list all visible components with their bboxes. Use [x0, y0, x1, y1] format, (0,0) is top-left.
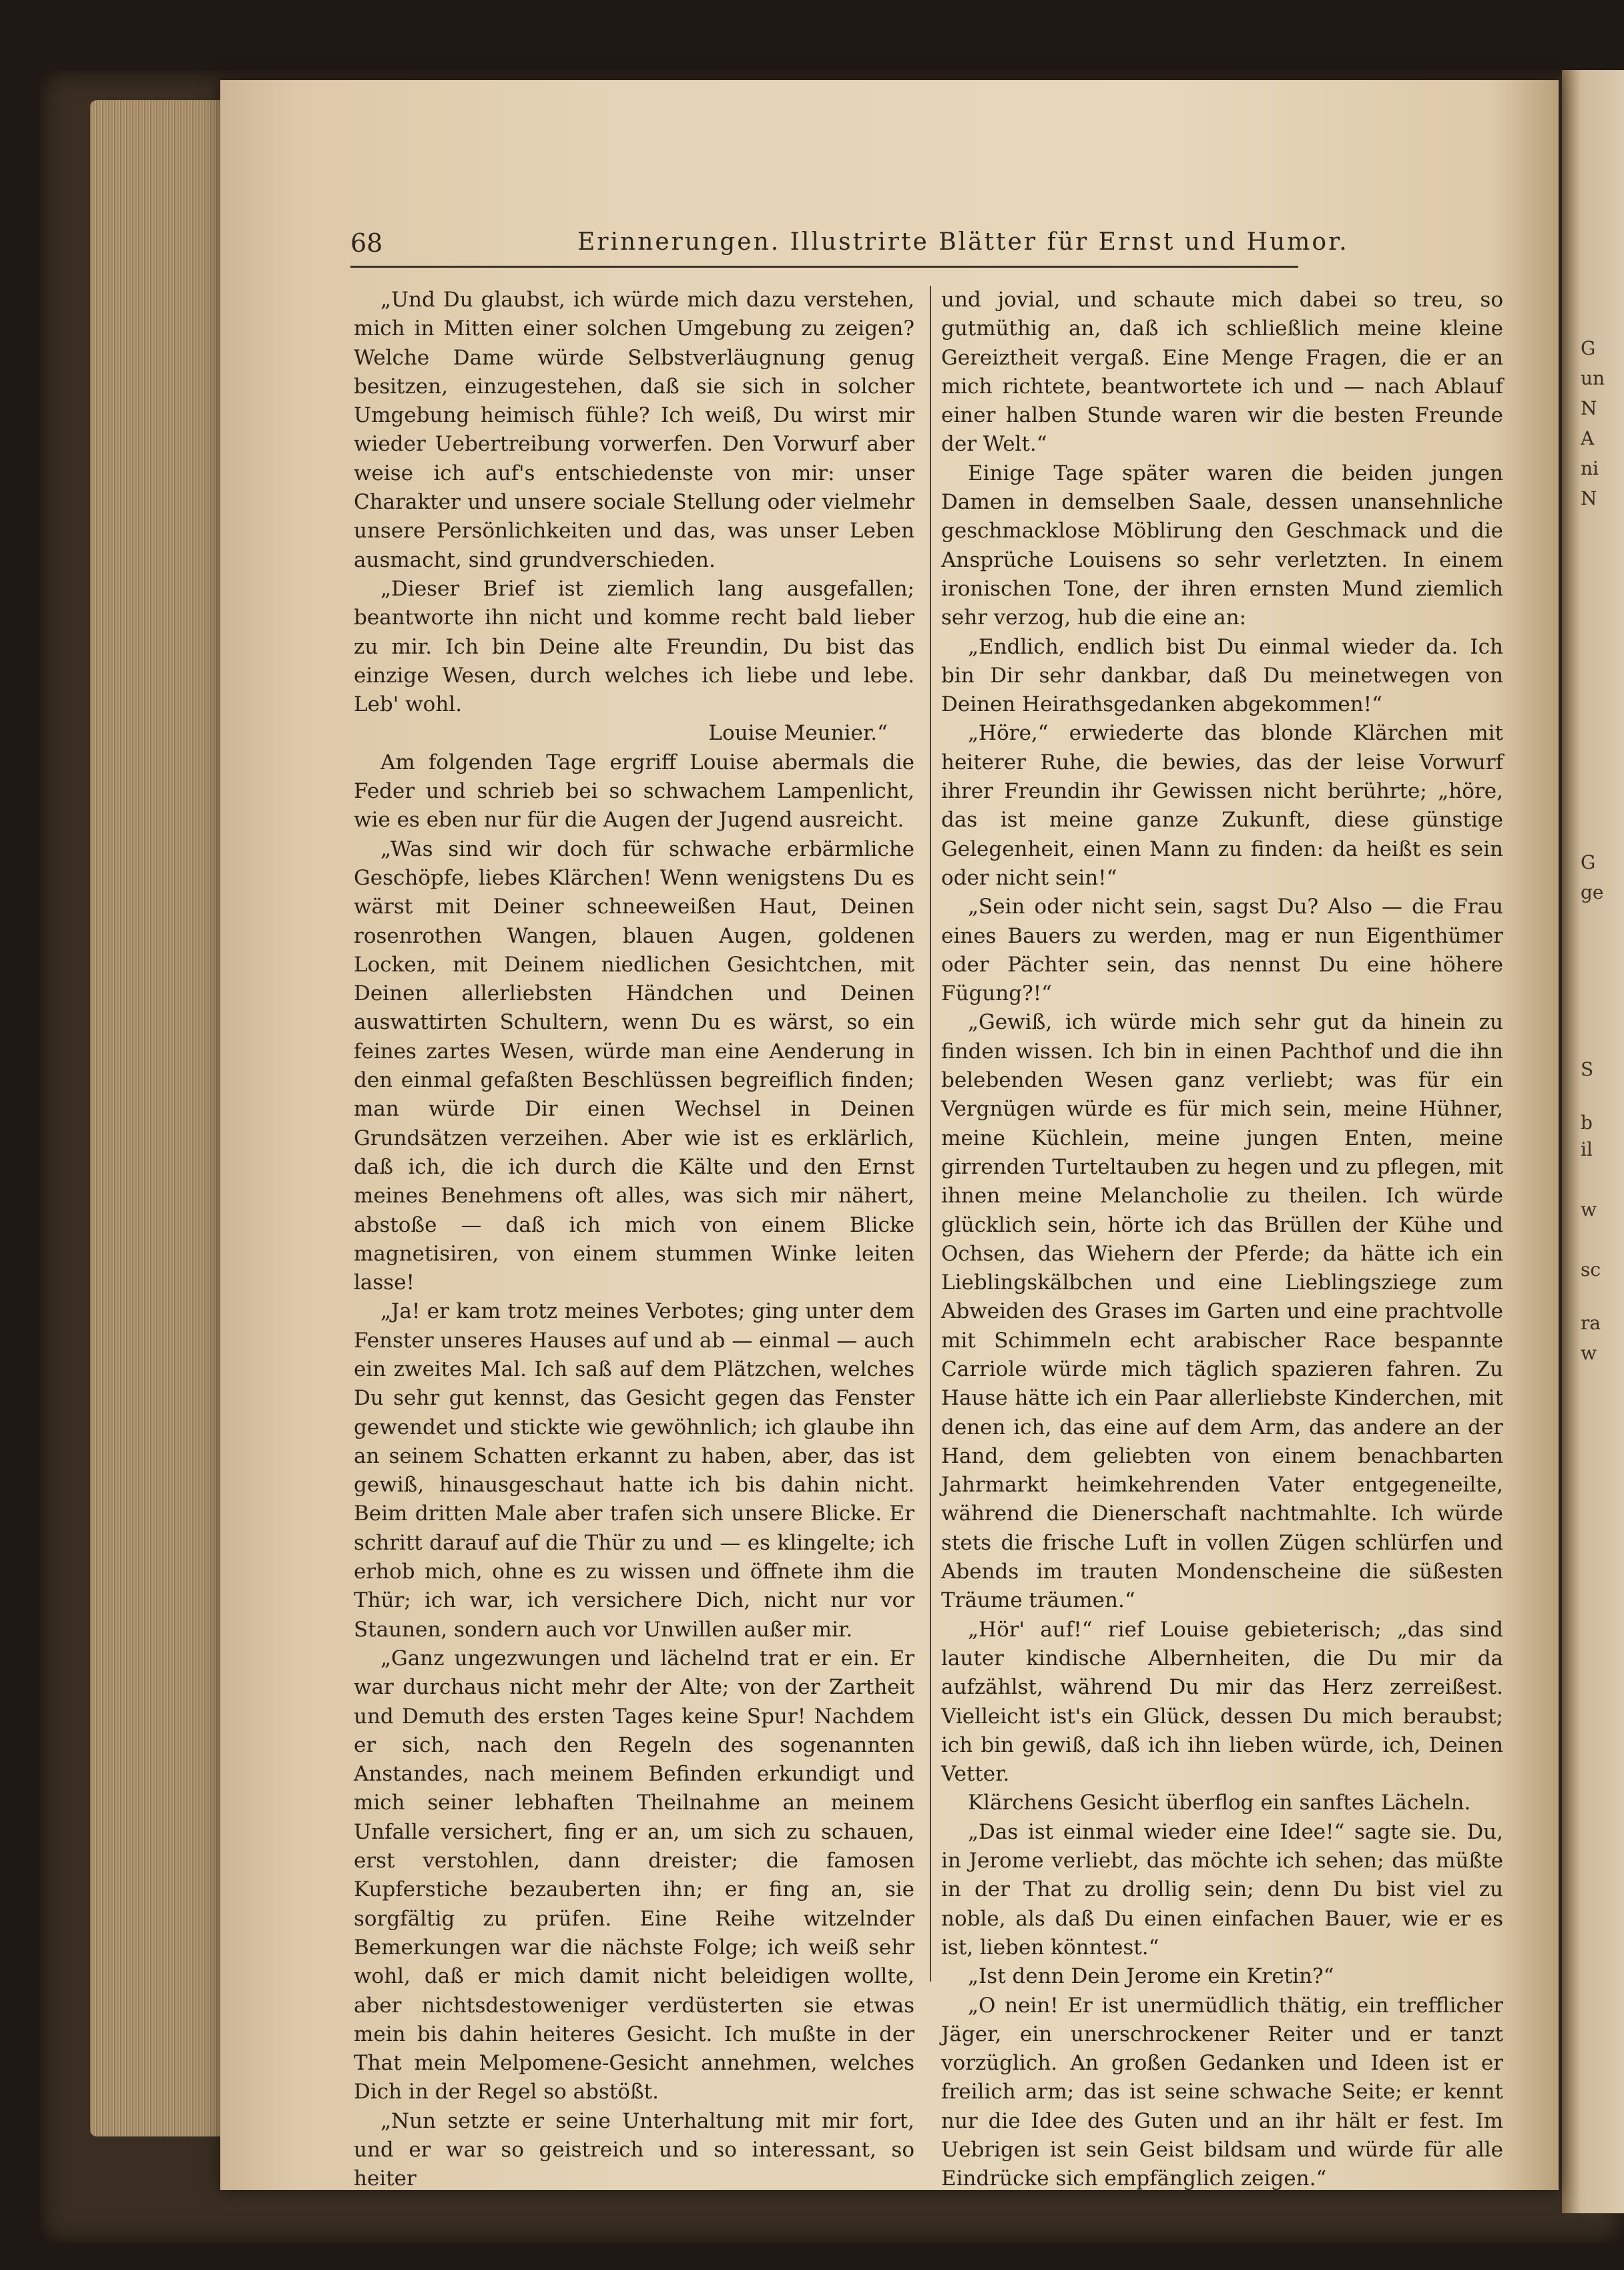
next-page-fragment: b: [1581, 1112, 1593, 1134]
paragraph: und jovial, und schaute mich dabei so treu, so gutmüthig an, daß ich schließlich meine kleine Gereiztheit vergaß. Eine Menge Fragen, die er an mich richtete, beantwortete ich und — nach Ablauf einer halben Stunde waren wir die besten Freunde der Welt.“: [941, 288, 1503, 457]
next-page-fragment: il: [1581, 1138, 1593, 1160]
paragraph: „Das ist einmal wieder eine Idee!“ sagte sie. Du, in Jerome verliebt, das möchte ich sehen; das müßte in der That zu drollig sein; denn Du bist viel zu noble, als daß Du einen einfachen Bauer, wie er es ist, lieben könntest.“: [941, 1819, 1503, 1960]
left-column: [354, 286, 914, 2194]
next-page-fragment: sc: [1581, 1259, 1601, 1281]
next-page-fragment: w: [1581, 1342, 1597, 1364]
paragraph: Einige Tage später waren die beiden jungen Damen in demselben Saale, dessen unansehnliche geschmacklose Möblirung den Geschmack und die Ansprüche Louisens so sehr verletzten. In einem ironischen Tone, der ihren ernsten Mund ziemlich sehr verzog, hub die eine an:: [941, 461, 1503, 630]
paragraph: „Sein oder nicht sein, sagst Du? Also — die Frau eines Bauers zu werden, mag er nun Eigenthümer oder Pächter sein, das nennst Du eine höhere Fügung?!“: [941, 895, 1503, 1006]
paragraph: Klärchens Gesicht überflog ein sanftes Lächeln.: [968, 1791, 1471, 1815]
next-page-fragment: ni: [1581, 457, 1599, 479]
next-page-fragment: N: [1581, 397, 1597, 419]
next-page-fragment: ge: [1581, 881, 1604, 903]
next-page-edge: [1562, 70, 1624, 2213]
paragraph: „Und Du glaubst, ich würde mich dazu verstehen, mich in Mitten einer solchen Umgebung zu zeigen? Welche Dame würde Selbstverläugnung genug besitzen, einzugestehen, daß sie sich in solcher Umgebung heimisch fühle? Ich weiß, Du wirst mir wieder Uebertreibung vorwerfen. Den Vorwurf aber weise ich auf's entschiedenste von mir: unser Charakter und unsere sociale Stellung oder vielmehr unsere Persönlichkeiten und das, was unser Leben ausmacht, sind grundverschieden.: [354, 288, 914, 572]
next-page-fragment: un: [1581, 367, 1605, 389]
next-page-fragment: w: [1581, 1198, 1597, 1220]
next-page-fragment: G: [1581, 851, 1596, 873]
paragraph: „Ist denn Dein Jerome ein Kretin?“: [968, 1964, 1334, 1989]
next-page-fragment: A: [1581, 427, 1595, 449]
next-page-fragment: ra: [1581, 1312, 1601, 1334]
paragraph: „Hör' auf!“ rief Louise gebieterisch; „das sind lauter kindische Albernheiten, die Du mir da aufzählst, während Du mir das Herz zerreißest. Vielleicht ist's ein Glück, dessen Du mich beraubst; ich bin gewiß, daß ich ihn lieben würde, ich, Deinen Vetter.: [941, 1617, 1503, 1787]
paragraph: Am folgenden Tage ergriff Louise abermals die Feder und schrieb bei so schwachem Lampenlicht, wie es eben nur für die Augen der Jugend ausreicht.: [354, 750, 914, 833]
column-divider: [930, 286, 931, 1982]
paragraph: „O nein! Er ist unermüdlich thätig, ein trefflicher Jäger, ein unerschrockener Reiter und er tanzt vorzüglich. An großen Gedanken und Ideen ist er freilich arm; das ist seine schwache Seite; er kennt nur die Idee des Guten und an ihr hält er fest. Im Uebrigen ist sein Geist bildsam und würde für alle Eindrücke sich empfänglich zeigen.“: [941, 1993, 1503, 2191]
next-page-fragment: G: [1581, 337, 1596, 359]
running-title: Erinnerungen. Illustrirte Blätter für Ernst und Humor.: [577, 228, 1349, 256]
right-column: [941, 286, 1503, 2194]
letter-signature: Louise Meunier.“: [708, 721, 888, 746]
paragraph: „Gewiß, ich würde mich sehr gut da hinein zu finden wissen. Ich bin in einen Pachthof und die ihn belebenden Wesen ganz verliebt; was für ein Vergnügen würde es für mich sein, meine Hühner, meine Küchlein, meine jungen Enten, meine girrenden Turteltauben zu hegen und zu pflegen, mit ihnen meine Melancholie zu theilen. Ich würde glücklich sein, hörte ich das Brüllen der Kühe und Ochsen, das Wiehern der Pferde; da hätte ich ein Lieblingskälbchen und eine Lieblingsziege zum Abweiden des Grases im Garten und eine prachtvolle mit Schimmeln echt arabischer Race bespannte Carriole würde mich täglich spazieren fahren. Zu Hause hätte ich ein Paar allerliebste Kinderchen, mit denen ich, das eine auf dem Arm, das andere an der Hand, dem geliebten von einem benachbarten Jahrmarkt heimkehrenden Vater entgegeneilte, während die Dienerschaft nachtmahlte. Ich würde stets die frische Luft in vollen Zügen schlürfen und Abends im trauten Mondenscheine die süßesten Träume träumen.“: [941, 1010, 1503, 1613]
paragraph: „Endlich, endlich bist Du einmal wieder da. Ich bin Dir sehr dankbar, daß Du meinetwegen von Deinen Heirathsgedanken abgekommen!“: [941, 634, 1503, 717]
paragraph: „Höre,“ erwiederte das blonde Klärchen mit heiterer Ruhe, die bewies, das der leise Vorwurf ihrer Freundin ihr Gewissen nicht berührte; „höre, das ist meine ganze Zukunft, diese günstige Gelegenheit, einen Mann zu finden: da heißt es sein oder nicht sein!“: [941, 721, 1503, 890]
paragraph: „Nun setzte er seine Unterhaltung mit mir fort, und er war so geistreich und so interessant, so heiter: [354, 2108, 914, 2191]
paragraph: „Was sind wir doch für schwache erbärmliche Geschöpfe, liebes Klärchen! Wenn wenigstens Du es wärst mit Deiner schneeweißen Haut, Deinen rosenrothen Wangen, blauen Augen, goldenen Locken, mit Deinem niedlichen Gesichtchen, mit Deinen allerliebsten Händchen und Deinen auswattirten Schultern, wenn Du es wärst, so ein feines zartes Wesen, würde man eine Aenderung in den einmal gefaßten Beschlüssen begreiflich finden; man würde Dir einen Wechsel in Deinen Grundsätzen verzeihen. Aber wie ist es erklärlich, daß ich, die ich durch die Kälte und den Ernst meines Benehmens oft alles, was sich mir nähert, abstoße — daß ich mich von einem Blicke magnetisiren, von einem stummen Winke leiten lasse!: [354, 837, 914, 1295]
paragraph: „Dieser Brief ist ziemlich lang ausgefallen; beantworte ihn nicht und komme recht bald lieber zu mir. Ich bin Deine alte Freundin, Du bist das einzige Wesen, durch welches ich liebe und lebe. Leb' wohl.: [354, 576, 914, 717]
paragraph: „Ja! er kam trotz meines Verbotes; ging unter dem Fenster unseres Hauses auf und ab — einmal — auch ein zweites Mal. Ich saß auf dem Plätzchen, welches Du sehr gut kennst, das Gesicht gegen das Fenster gewendet und stickte wie gewöhnlich; ich glaube ihn an seinem Schatten erkannt zu haben, aber, das ist gewiß, hinausgeschaut hatte ich bis dahin nicht. Beim dritten Male aber trafen sich unsere Blicke. Er schritt darauf auf die Thür zu und — es klingelte; ich erhob mich, ohne es zu wissen und öffnete ihm die Thür; ich war, ich versichere Dich, nicht nur vor Staunen, sondern auch vor Unwillen außer mir.: [354, 1299, 914, 1642]
next-page-fragment: N: [1581, 487, 1597, 509]
next-page-fragment: S: [1581, 1058, 1594, 1080]
paragraph: „Ganz ungezwungen und lächelnd trat er ein. Er war durchaus nicht mehr der Alte; von der Zartheit und Demuth des ersten Tages keine Spur! Nachdem er sich, nach den Regeln des sogenannten Anstandes, nach meinem Befinden erkundigt und mich seiner lebhaften Theilnahme an meinem Unfalle versichert, fing er an, um sich zu schauen, erst verstohlen, dann dreister; die famosen Kupferstiche bezauberten ihn; er fing an, sie sorgfältig zu prüfen. Eine Reihe witzelnder Bemerkungen war die nächste Folge; ich weiß sehr wohl, daß er mich damit nicht beleidigen wollte, aber nichtsdestoweniger verdüsterten sie etwas mein bis dahin heiteres Gesicht. Ich mußte in der That mein Melpomene-Gesicht annehmen, welches Dich in der Regel so abstößt.: [354, 1646, 914, 2104]
page-number: 68: [350, 228, 383, 258]
page-header: [350, 226, 1349, 268]
